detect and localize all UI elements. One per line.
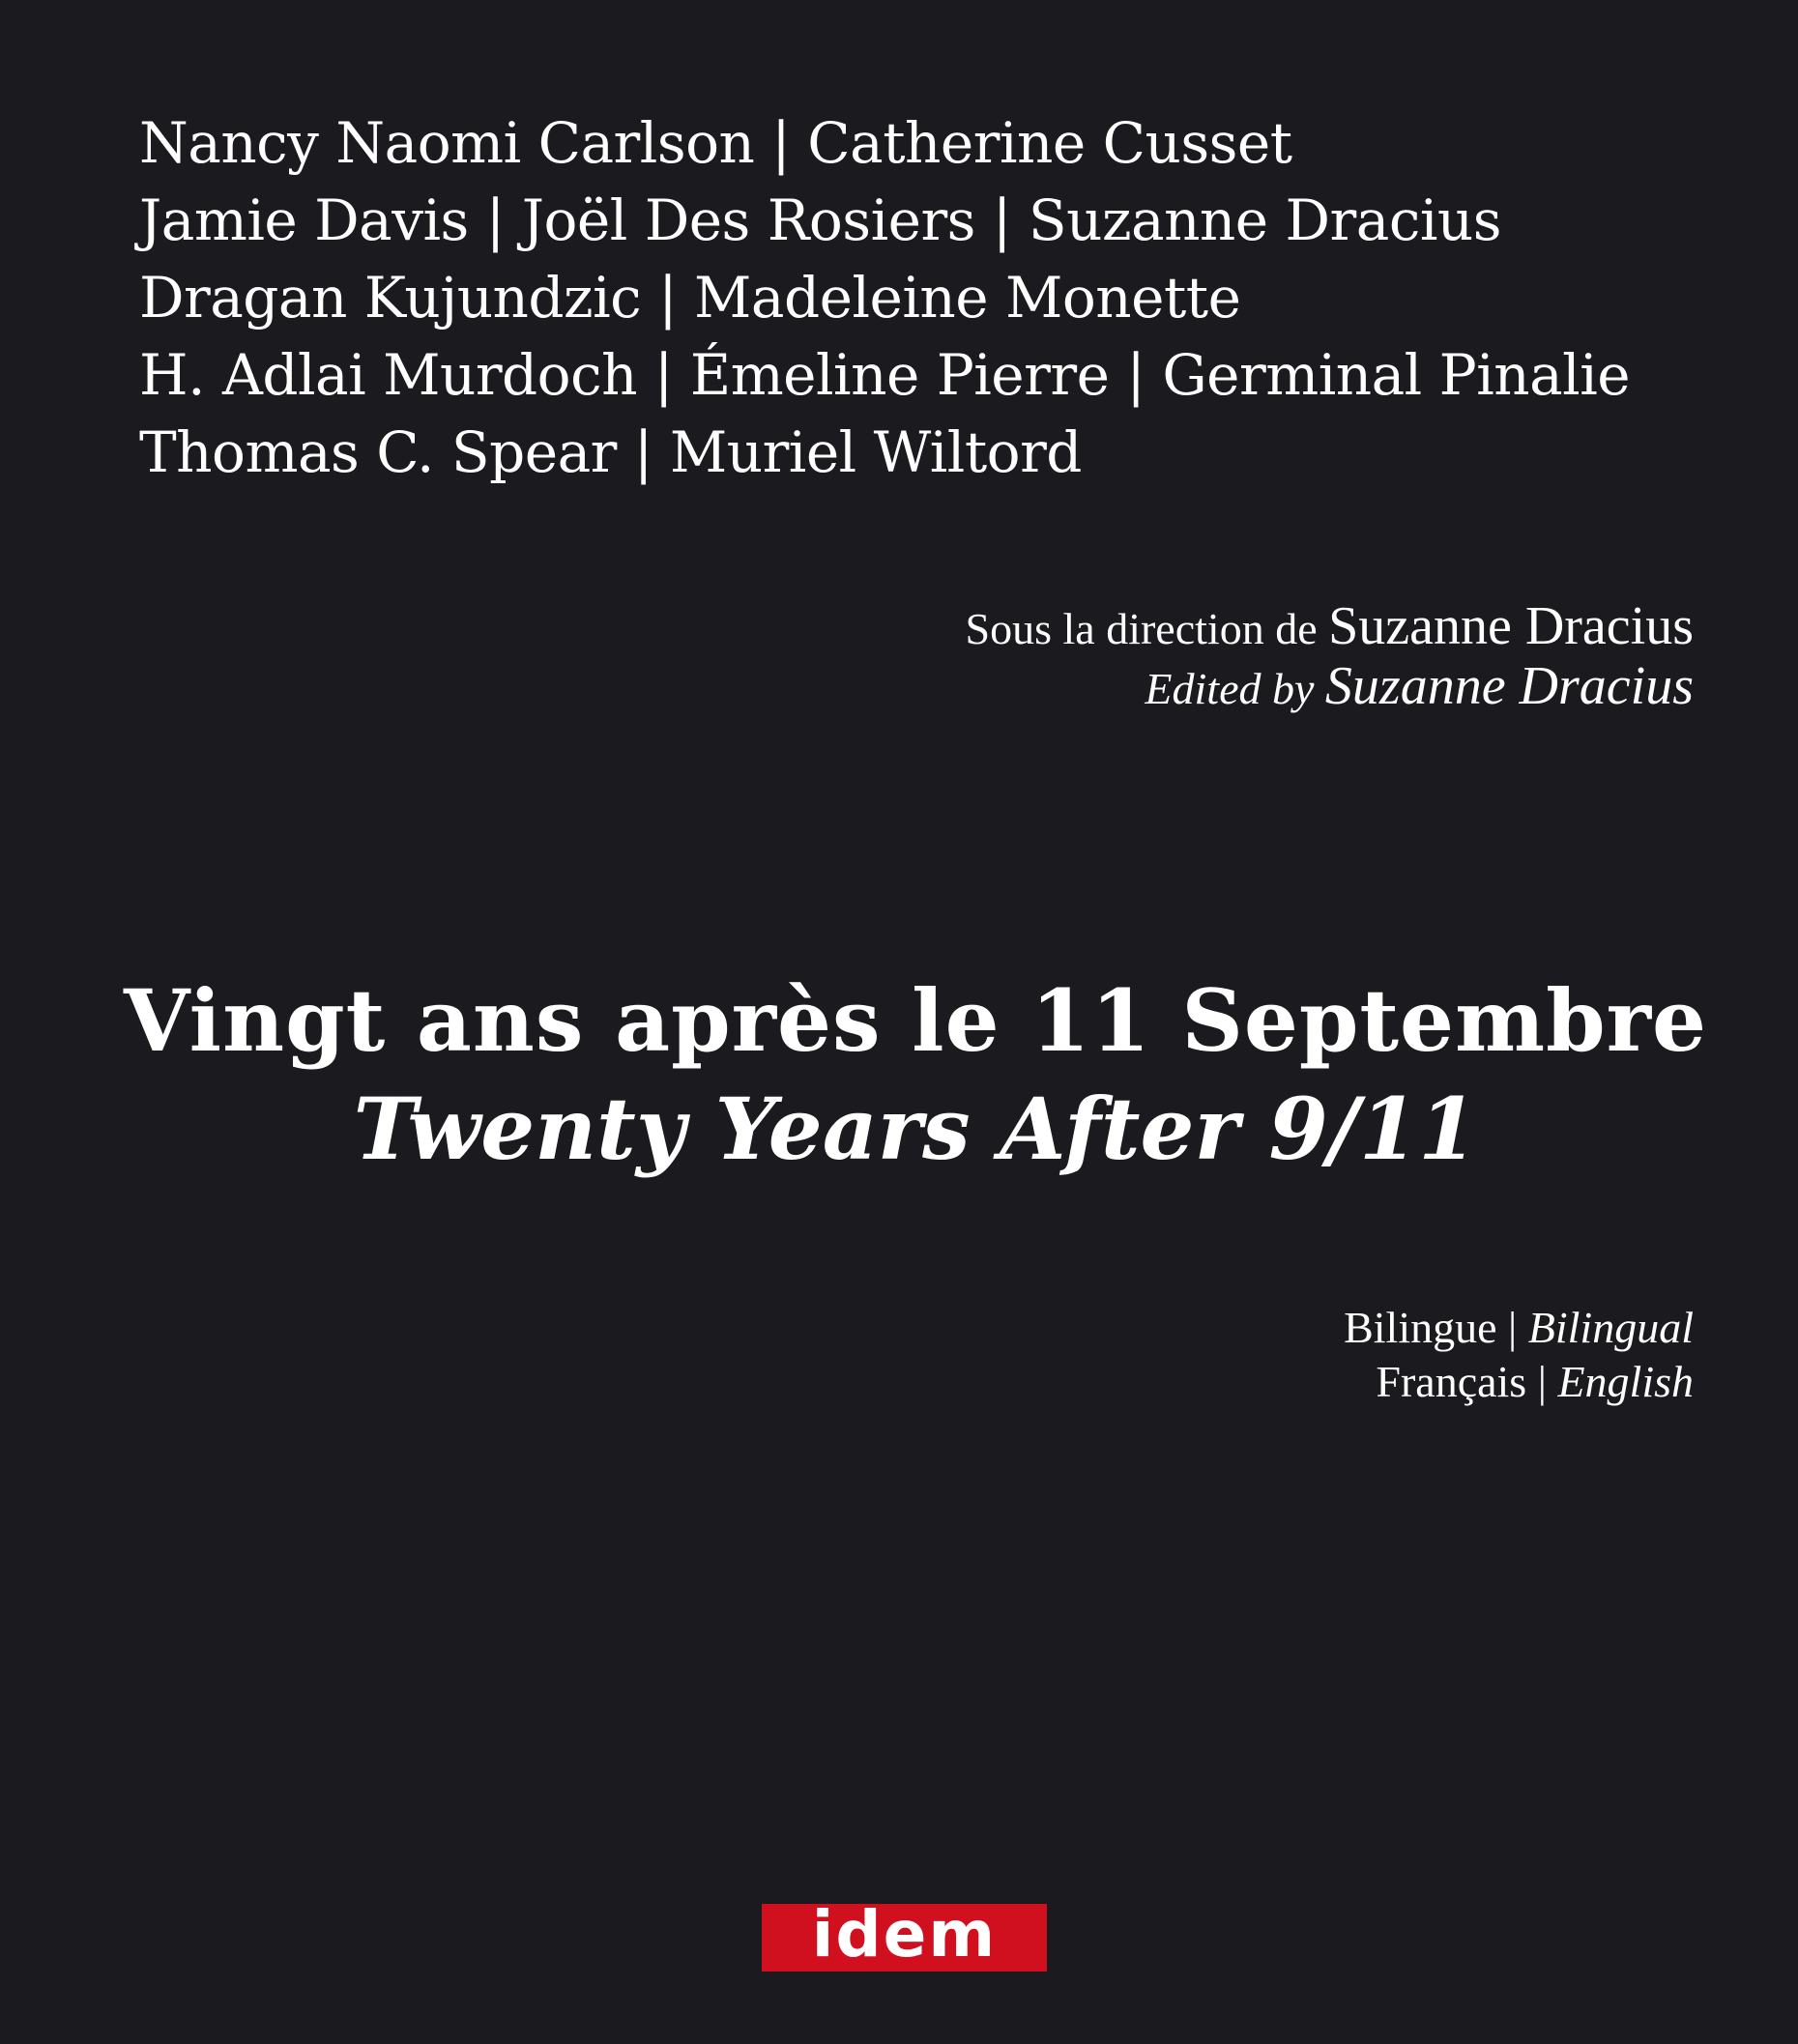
publisher-logo (762, 1897, 1047, 1972)
book-title (0, 966, 1798, 1183)
author-line: Nancy Naomi Carlson | Catherine Cusset (139, 110, 1292, 176)
title-english: Twenty Years After 9/11 (353, 1079, 1478, 1179)
francais-text: Français (1376, 1357, 1527, 1406)
editor-credit (966, 597, 1694, 717)
bilingual-line (1344, 1301, 1694, 1355)
language-info (1344, 1301, 1694, 1409)
separator: | (1526, 1357, 1558, 1406)
author-line: Dragan Kujundzic | Madeleine Monette (139, 265, 1241, 331)
author-line: Jamie Davis | Joël Des Rosiers | Suzanne Dracius (139, 187, 1502, 253)
editor-english-prefix: Edited by (1145, 664, 1325, 713)
editor-french (966, 597, 1694, 658)
author-list (139, 104, 1630, 491)
author-line: H. Adlai Murdoch | Émeline Pierre | Germinal Pinalie (139, 342, 1631, 408)
editor-french-name: Suzanne Dracius (1328, 596, 1694, 656)
bilingue-text: Bilingue (1344, 1303, 1497, 1352)
editor-french-prefix: Sous la direction de (965, 604, 1329, 653)
editor-english-name: Suzanne Dracius (1324, 656, 1694, 716)
publisher-logo-text: idem (811, 1897, 998, 1972)
author-line: Thomas C. Spear | Muriel Wiltord (139, 419, 1082, 485)
separator: | (1496, 1303, 1528, 1352)
bilingual-text: Bilingual (1527, 1303, 1694, 1352)
english-text: English (1557, 1357, 1694, 1406)
editor-english (966, 658, 1694, 717)
languages-line (1344, 1355, 1694, 1409)
title-french: Vingt ans après le 11 Septembre (123, 970, 1708, 1071)
